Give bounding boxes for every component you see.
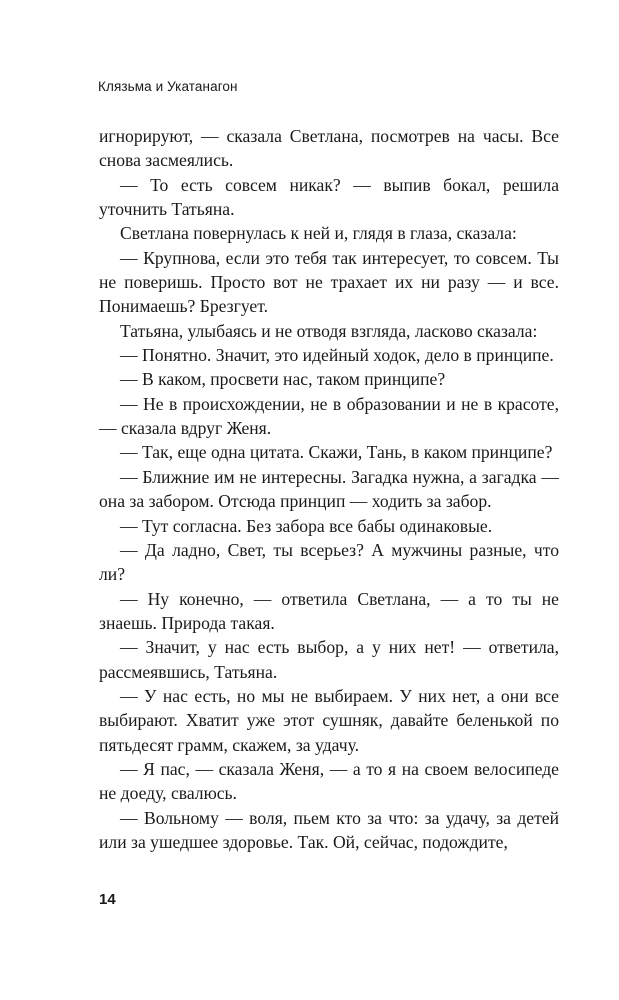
paragraph: — Так, еще одна цитата. Скажи, Тань, в каком принципе? (120, 442, 553, 463)
running-header: Клязьма и Укатанагон (98, 79, 238, 94)
paragraph: — Я пас, — сказала Женя, — а то я на своем велосипеде не доеду, свалюсь. (99, 758, 559, 804)
paragraph: — То есть совсем никак? — выпив бокал, решила уточнить Татьяна. (99, 174, 559, 220)
paragraph: Светлана повернулась к ней и, глядя в глаза, сказала: (120, 223, 517, 244)
paragraph: — У нас есть, но мы не выбираем. У них нет, а они все выбирают. Хватит уже этот сушняк, давайте беленькой по пятьдесят грамм, скажем, за удачу. (99, 685, 559, 755)
page-number: 14 (99, 891, 116, 908)
paragraph: игнорируют, — сказала Светлана, посмотрев на часы. Все снова засмеялись. (99, 126, 559, 171)
paragraph: — Крупнова, если это тебя так интересует, то совсем. Ты не поверишь. Просто вот не трахает их ни разу — и все. Понимаешь? Брезгует. (99, 247, 559, 317)
paragraph: — Значит, у нас есть выбор, а у них нет! — ответила, рассмеявшись, Татьяна. (99, 637, 559, 682)
paragraph: Татьяна, улыбаясь и не отводя взгляда, ласково сказала: (120, 320, 538, 341)
paragraph: — В каком, просвети нас, таком принципе? (120, 369, 446, 390)
paragraph: — Вольному — воля, пьем кто за что: за удачу, за детей или за ушедшее здоровье. Так. Ой, сейчас, подождите, (99, 807, 559, 852)
paragraph: — Тут согласна. Без забора все бабы одинаковые. (120, 515, 493, 536)
paragraph: — Да ладно, Свет, ты всерьез? А мужчины разные, что ли? (99, 539, 559, 585)
paragraph: — Понятно. Значит, это идейный ходок, дело в принципе. (120, 345, 554, 366)
paragraph: — Ближние им не интересны. Загадка нужна, а загадка — она за забором. Отсюда принцип — ходить за забор. (99, 466, 559, 512)
paragraph: — Ну конечно, — ответила Светлана, — а то ты не знаешь. Природа такая. (99, 588, 559, 633)
paragraph: — Не в происхождении, не в образовании и не в красоте, — сказала вдруг Женя. (99, 393, 559, 439)
body-text (99, 124, 559, 854)
